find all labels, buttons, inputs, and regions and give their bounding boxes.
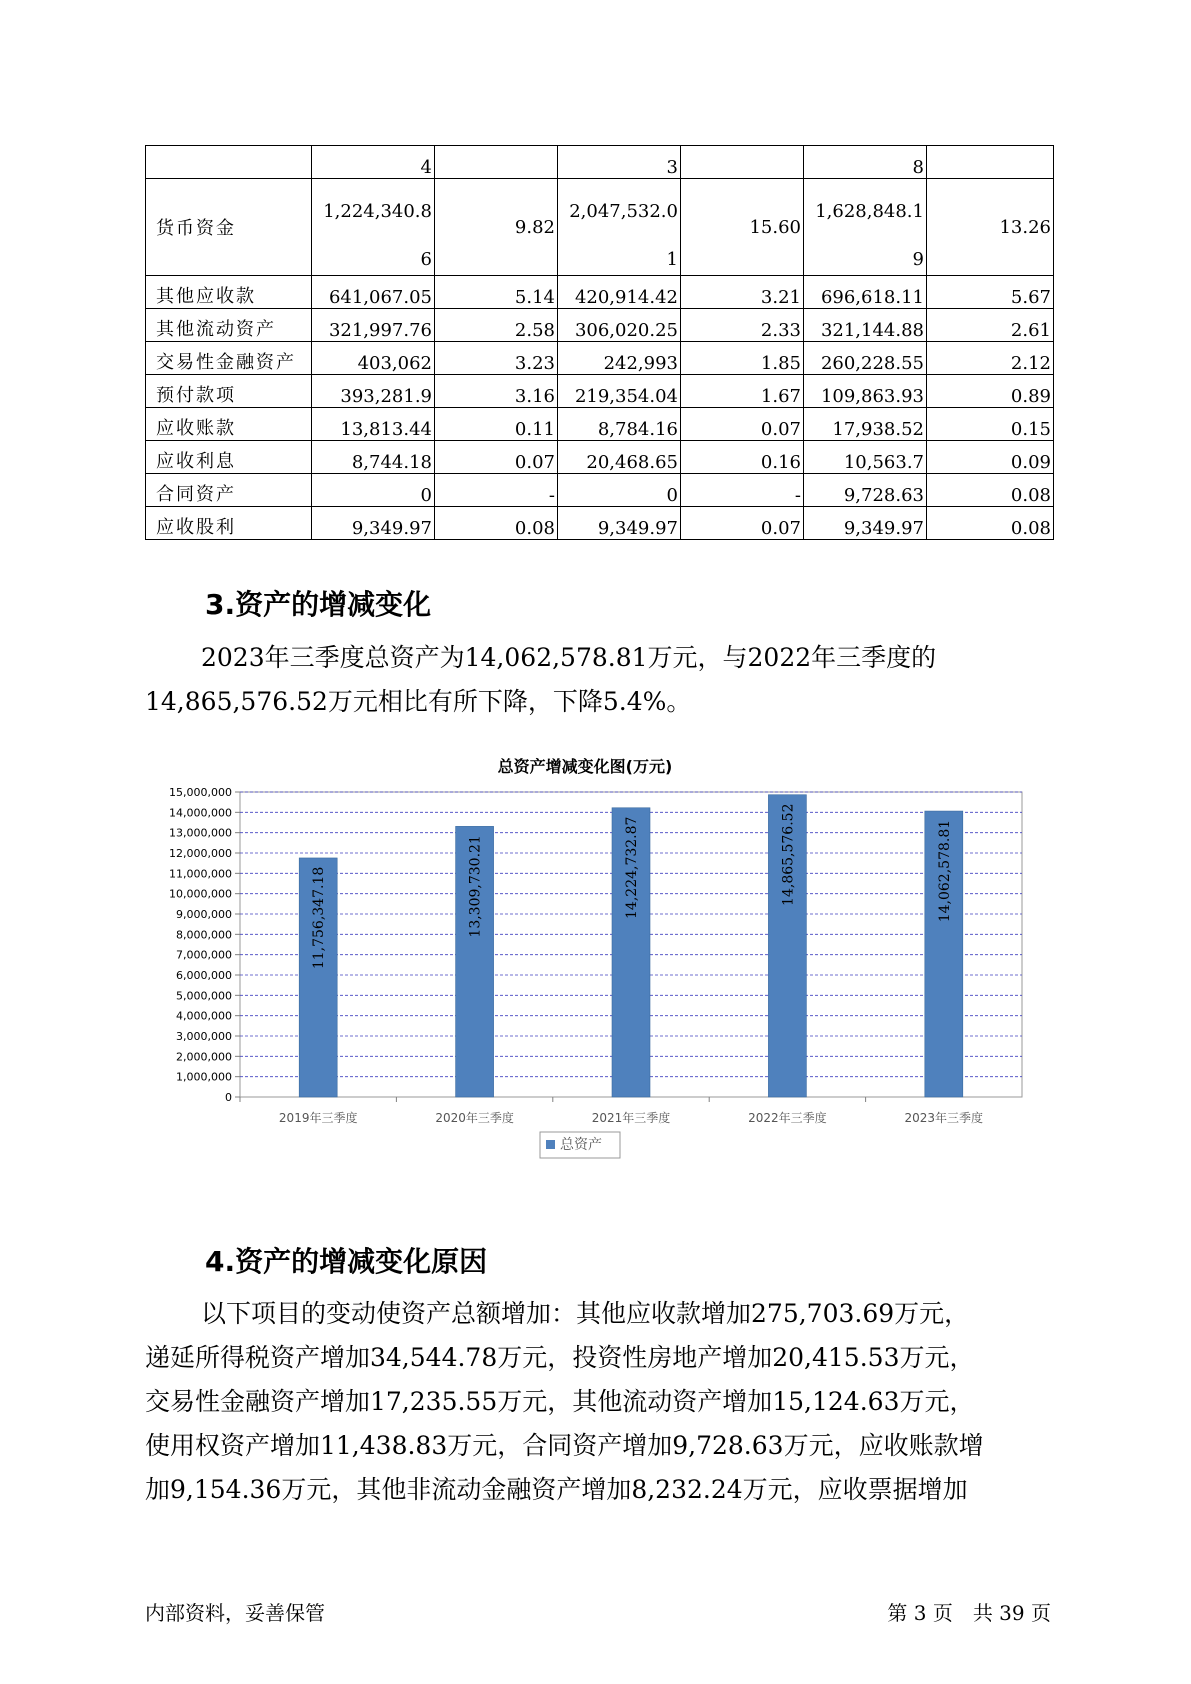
x-category-label: 2019年三季度 [278, 1111, 358, 1125]
percent-cell: 3.23 [435, 342, 558, 375]
table-row [146, 342, 1054, 375]
row-name-cell: 应收利息 [146, 441, 312, 474]
table-row [146, 375, 1054, 408]
percent-cell [435, 179, 558, 276]
table-row [146, 179, 1054, 276]
value-cell: 8,744.18 [312, 441, 435, 474]
y-tick-label: 6,000,000 [176, 969, 232, 982]
table-cell [435, 146, 558, 179]
percent-cell: - [681, 474, 804, 507]
paragraph-line-text: 以下项目的变动使资产总额增加：其他应收款增加275,703.69万元， [201, 1299, 970, 1328]
y-tick-label: 5,000,000 [176, 989, 232, 1003]
value-cell: 641,067.05 [312, 276, 435, 309]
row-name-cell: 预付款项 [146, 375, 312, 408]
percent-cell: 2.12 [927, 342, 1054, 375]
y-tick-label: 0 [225, 1091, 232, 1104]
y-tick-label: 11,000,000 [169, 867, 232, 881]
table-row [146, 309, 1054, 342]
table-cell: 3 [558, 146, 681, 179]
percent-value: 15.60 [749, 216, 801, 238]
percent-cell: 1.67 [681, 375, 804, 408]
percent-value: 13.26 [999, 216, 1051, 238]
value-cell: 306,020.25 [558, 309, 681, 342]
footer-page-number: 第 3 页 共 39 页 [887, 1601, 1051, 1625]
value-cell: 9,349.97 [312, 507, 435, 540]
y-tick-label: 13,000,000 [169, 826, 232, 840]
x-category-label: 2022年三季度 [748, 1111, 827, 1125]
value-cell [312, 179, 435, 276]
table-row [146, 474, 1054, 507]
value-cell: 393,281.9 [312, 375, 435, 408]
table-row [146, 408, 1054, 441]
x-category-label: 2020年三季度 [435, 1111, 514, 1125]
y-tick-label: 9,000,000 [176, 908, 232, 921]
y-tick-label: 8,000,000 [176, 928, 232, 942]
row-name-cell: 其他应收款 [146, 276, 312, 309]
value-cell: 403,062 [312, 342, 435, 375]
row-name: 货币资金 [156, 218, 236, 239]
percent-cell: 2.58 [435, 309, 558, 342]
value-cell: 13,813.44 [312, 408, 435, 441]
percent-cell [681, 179, 804, 276]
value-cell: 8,784.16 [558, 408, 681, 441]
percent-cell: 0.08 [435, 507, 558, 540]
percent-cell: 0.16 [681, 441, 804, 474]
y-tick-label: 4,000,000 [176, 1009, 232, 1023]
paragraph-line-text: 2023年三季度总资产为14,062,578.81万元，与2022年三季度的 [201, 643, 937, 672]
table-header-row [146, 146, 1054, 179]
x-category-label: 2021年三季度 [591, 1111, 671, 1125]
percent-cell: 0.08 [927, 474, 1054, 507]
value-line1: 1,224,340.8 [323, 200, 432, 222]
paragraph-line: 加9,154.36万元，其他非流动金融资产增加8,232.24万元，应收票据增加 [145, 1475, 968, 1504]
value-cell: 9,349.97 [804, 507, 927, 540]
paragraph-line: 递延所得税资产增加34,544.78万元，投资性房地产增加20,415.53万元， [145, 1343, 975, 1372]
percent-cell: 0.07 [681, 507, 804, 540]
percent-cell: 5.14 [435, 276, 558, 309]
percent-cell: 0.89 [927, 375, 1054, 408]
total-assets-chart [145, 750, 1025, 1210]
row-name-cell: 其他流动资产 [146, 309, 312, 342]
value-cell: 242,993 [558, 342, 681, 375]
table-row [146, 276, 1054, 309]
percent-cell: 5.67 [927, 276, 1054, 309]
y-tick-label: 3,000,000 [176, 1030, 232, 1043]
row-name-cell [146, 179, 312, 276]
y-tick-label: 15,000,000 [169, 786, 232, 799]
y-tick-label: 7,000,000 [176, 948, 232, 962]
y-tick-label: 14,000,000 [169, 806, 232, 820]
section3-paragraph [145, 636, 1075, 724]
value-cell: 17,938.52 [804, 408, 927, 441]
percent-value: 9.82 [514, 216, 555, 238]
percent-cell: 2.61 [927, 309, 1054, 342]
percent-cell: 1.85 [681, 342, 804, 375]
row-name-cell: 交易性金融资产 [146, 342, 312, 375]
paragraph-line: 交易性金融资产增加17,235.55万元，其他流动资产增加15,124.63万元， [145, 1387, 975, 1416]
value-cell: 109,863.93 [804, 375, 927, 408]
value-line1: 2,047,532.0 [569, 200, 678, 222]
table-cell: 4 [312, 146, 435, 179]
value-line2: 9 [912, 248, 924, 270]
value-cell: 9,349.97 [558, 507, 681, 540]
legend-swatch [546, 1140, 555, 1149]
value-cell: 219,354.04 [558, 375, 681, 408]
value-cell: 9,728.63 [804, 474, 927, 507]
bar-data-label: 13,309,730.21 [467, 835, 484, 938]
section4-heading: 4.资产的增减变化原因 [205, 1245, 488, 1278]
value-cell [558, 179, 681, 276]
paragraph-line [145, 1292, 1075, 1336]
chart-title: 总资产增减变化图(万元) [497, 757, 673, 776]
value-cell: 321,144.88 [804, 309, 927, 342]
value-line2: 1 [666, 248, 678, 270]
percent-cell: 0.07 [681, 408, 804, 441]
percent-cell: 3.21 [681, 276, 804, 309]
percent-cell: - [435, 474, 558, 507]
percent-cell: 0.15 [927, 408, 1054, 441]
paragraph-line: 14,865,576.52万元相比有所下降，下降5.4%。 [145, 687, 692, 716]
asset-table [145, 145, 1054, 540]
bar-data-label: 11,756,347.18 [311, 866, 328, 970]
table-cell [146, 146, 312, 179]
bar-data-label: 14,062,578.81 [936, 819, 953, 923]
row-name-cell: 合同资产 [146, 474, 312, 507]
percent-cell: 0.11 [435, 408, 558, 441]
chart-svg [145, 750, 1025, 1210]
table-row [146, 441, 1054, 474]
y-tick-label: 10,000,000 [169, 887, 232, 901]
value-cell: 260,228.55 [804, 342, 927, 375]
row-name-cell: 应收账款 [146, 408, 312, 441]
table-cell: 8 [804, 146, 927, 179]
value-cell: 420,914.42 [558, 276, 681, 309]
paragraph-line: 使用权资产增加11,438.83万元，合同资产增加9,728.63万元，应收账款增 [145, 1431, 984, 1460]
footer-confidential: 内部资料，妥善保管 [145, 1601, 325, 1625]
value-cell: 696,618.11 [804, 276, 927, 309]
percent-cell: 2.33 [681, 309, 804, 342]
percent-cell: 0.07 [435, 441, 558, 474]
percent-cell [927, 179, 1054, 276]
value-cell [804, 179, 927, 276]
value-cell: 0 [558, 474, 681, 507]
y-tick-label: 12,000,000 [169, 847, 232, 860]
bar-data-label: 14,865,576.52 [780, 803, 797, 906]
section4-paragraph [145, 1292, 1075, 1512]
percent-cell: 3.16 [435, 375, 558, 408]
legend-label: 总资产 [560, 1137, 602, 1153]
value-cell: 321,997.76 [312, 309, 435, 342]
value-line1: 1,628,848.1 [815, 200, 924, 222]
section3-heading: 3.资产的增减变化 [205, 588, 432, 621]
y-tick-label: 1,000,000 [176, 1070, 232, 1084]
bar-data-label: 14,224,732.87 [624, 816, 640, 919]
value-line2: 6 [420, 248, 432, 270]
table-body [146, 276, 1054, 540]
value-cell: 0 [312, 474, 435, 507]
table-row [146, 507, 1054, 540]
value-cell: 20,468.65 [558, 441, 681, 474]
percent-cell: 0.09 [927, 441, 1054, 474]
table-cell [927, 146, 1054, 179]
value-cell: 10,563.7 [804, 441, 927, 474]
row-name-cell: 应收股利 [146, 507, 312, 540]
table-cell [681, 146, 804, 179]
x-category-label: 2023年三季度 [904, 1111, 984, 1125]
percent-cell: 0.08 [927, 507, 1054, 540]
y-tick-label: 2,000,000 [176, 1050, 232, 1064]
paragraph-line [145, 636, 1075, 680]
